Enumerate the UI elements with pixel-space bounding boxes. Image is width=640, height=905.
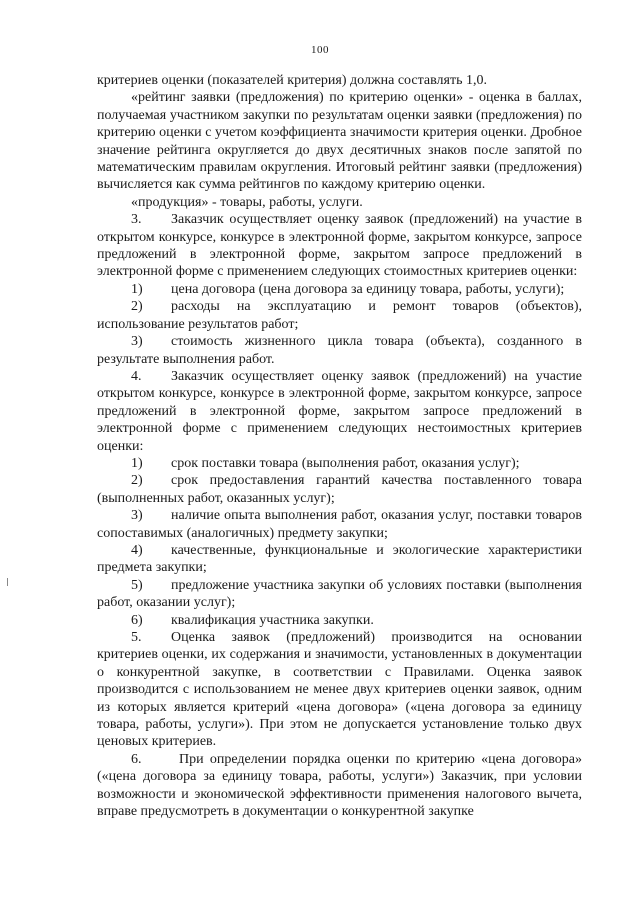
- item-text: стоимость жизненного цикла товара (объекта), созданного в результате выполнения работ.: [97, 334, 582, 367]
- paragraph-text: «продукция» - товары, работы, услуги.: [131, 194, 363, 210]
- paragraph: [97, 455, 582, 472]
- item-text: расходы на эксплуатацию и ремонт товаров (объектов), использование результатов работ;: [97, 299, 582, 332]
- paragraph: [97, 72, 582, 89]
- paragraph: [97, 298, 582, 333]
- paragraph: [97, 542, 582, 577]
- item-number: 3): [131, 508, 143, 524]
- item-number: 4): [131, 542, 143, 558]
- item-text: цена договора (цена договора за единицу товара, работы, услуги);: [171, 281, 565, 297]
- paragraph: [97, 89, 582, 193]
- paragraph: [97, 211, 582, 281]
- item-text: срок поставки товара (выполнения работ, оказания услуг);: [171, 455, 520, 471]
- item-number: 2): [131, 473, 143, 489]
- paragraph: [97, 751, 582, 821]
- item-number: 3.: [131, 212, 142, 228]
- item-text: Заказчик осуществляет оценку заявок (предложений) на участие открытом конкурсе, конкурсе в электронной форме, закрытом конкурсе, запросе предложений в электронной форме, закрытом запросе предложений в электронной форме с применением следующих нестоимостных критериев оценки:: [97, 368, 582, 454]
- item-number: 6): [131, 612, 143, 628]
- item-number: 3): [131, 334, 143, 350]
- paragraph: [97, 507, 582, 542]
- item-text: качественные, функциональные и экологические характеристики предмета закупки;: [97, 542, 582, 576]
- paragraph-text: критериев оценки (показателей критерия) должна составлять 1,0.: [97, 73, 487, 88]
- item-text: предложение участника закупки об условиях поставки (выполнения работ, оказании услуг);: [97, 577, 582, 611]
- paragraph: [97, 281, 582, 298]
- item-number: 5.: [131, 630, 142, 645]
- item-text: Оценка заявок (предложений) производится на основании критериев оценки, их содержания и значимости, установленных в документации о конкурентной закупке, в соответствии с Правилами. Оценка заявок производится с использованием не менее двух критериев оценки заявок, одним из которых является критерий «цена договора» («цена договора за единицу товара, работы, услуги»). При этом не допускается установление только двух ценовых критериев.: [97, 630, 582, 750]
- paragraph: [97, 472, 582, 507]
- scan-artifact-mark: [7, 578, 8, 586]
- item-text: Заказчик осуществляет оценку заявок (предложений) на участие в открытом конкурсе, конкурсе в электронной форме, закрытом конкурсе, запросе предложений в электронной форме, закрытом запросе предложений в электронной форме с применением следующих стоимостных критериев оценки:: [97, 212, 582, 280]
- paragraph: [97, 577, 582, 612]
- item-text: срок предоставления гарантий качества поставленного товара (выполненных работ, оказанных услуг);: [97, 473, 582, 506]
- item-number: 4.: [131, 368, 142, 384]
- item-number: 2): [131, 299, 143, 315]
- paragraph: [97, 368, 582, 455]
- paragraph-text: «рейтинг заявки (предложения) по критерию оценки» - оценка в баллах, получаемая участником закупки по результатам оценки заявки (предложения) по критерию оценки с учетом коэффициента значимости критерия оценки. Дробное значение рейтинга округляется до двух десятичных знаков после запятой по математическим правилам округления. Итоговый рейтинг заявки (предложения) вычисляется как сумма рейтингов по каждому критерию оценки.: [97, 90, 582, 193]
- item-number: 5): [131, 577, 143, 593]
- item-text: наличие опыта выполнения работ, оказания услуг, поставки товаров сопоставимых (аналогичных) предмету закупки;: [97, 508, 582, 541]
- item-number: 6.: [131, 751, 142, 767]
- paragraph: [97, 612, 582, 629]
- item-number: 1): [131, 455, 143, 471]
- paragraph: [97, 629, 582, 751]
- page-number: 100: [311, 44, 329, 56]
- paragraph: [97, 333, 582, 368]
- item-text: При определении порядка оценки по критерию «цена договора» («цена договора за единицу товара, работы, услуги») Заказчик, при условии возможности и экономической эффективности применения налогового вычета, вправе предусмотреть в документации о конкурентной закупке: [97, 751, 582, 820]
- paragraph: [97, 194, 582, 211]
- item-number: 1): [131, 281, 143, 297]
- document-body: [97, 72, 582, 820]
- item-text: квалификация участника закупки.: [171, 612, 374, 628]
